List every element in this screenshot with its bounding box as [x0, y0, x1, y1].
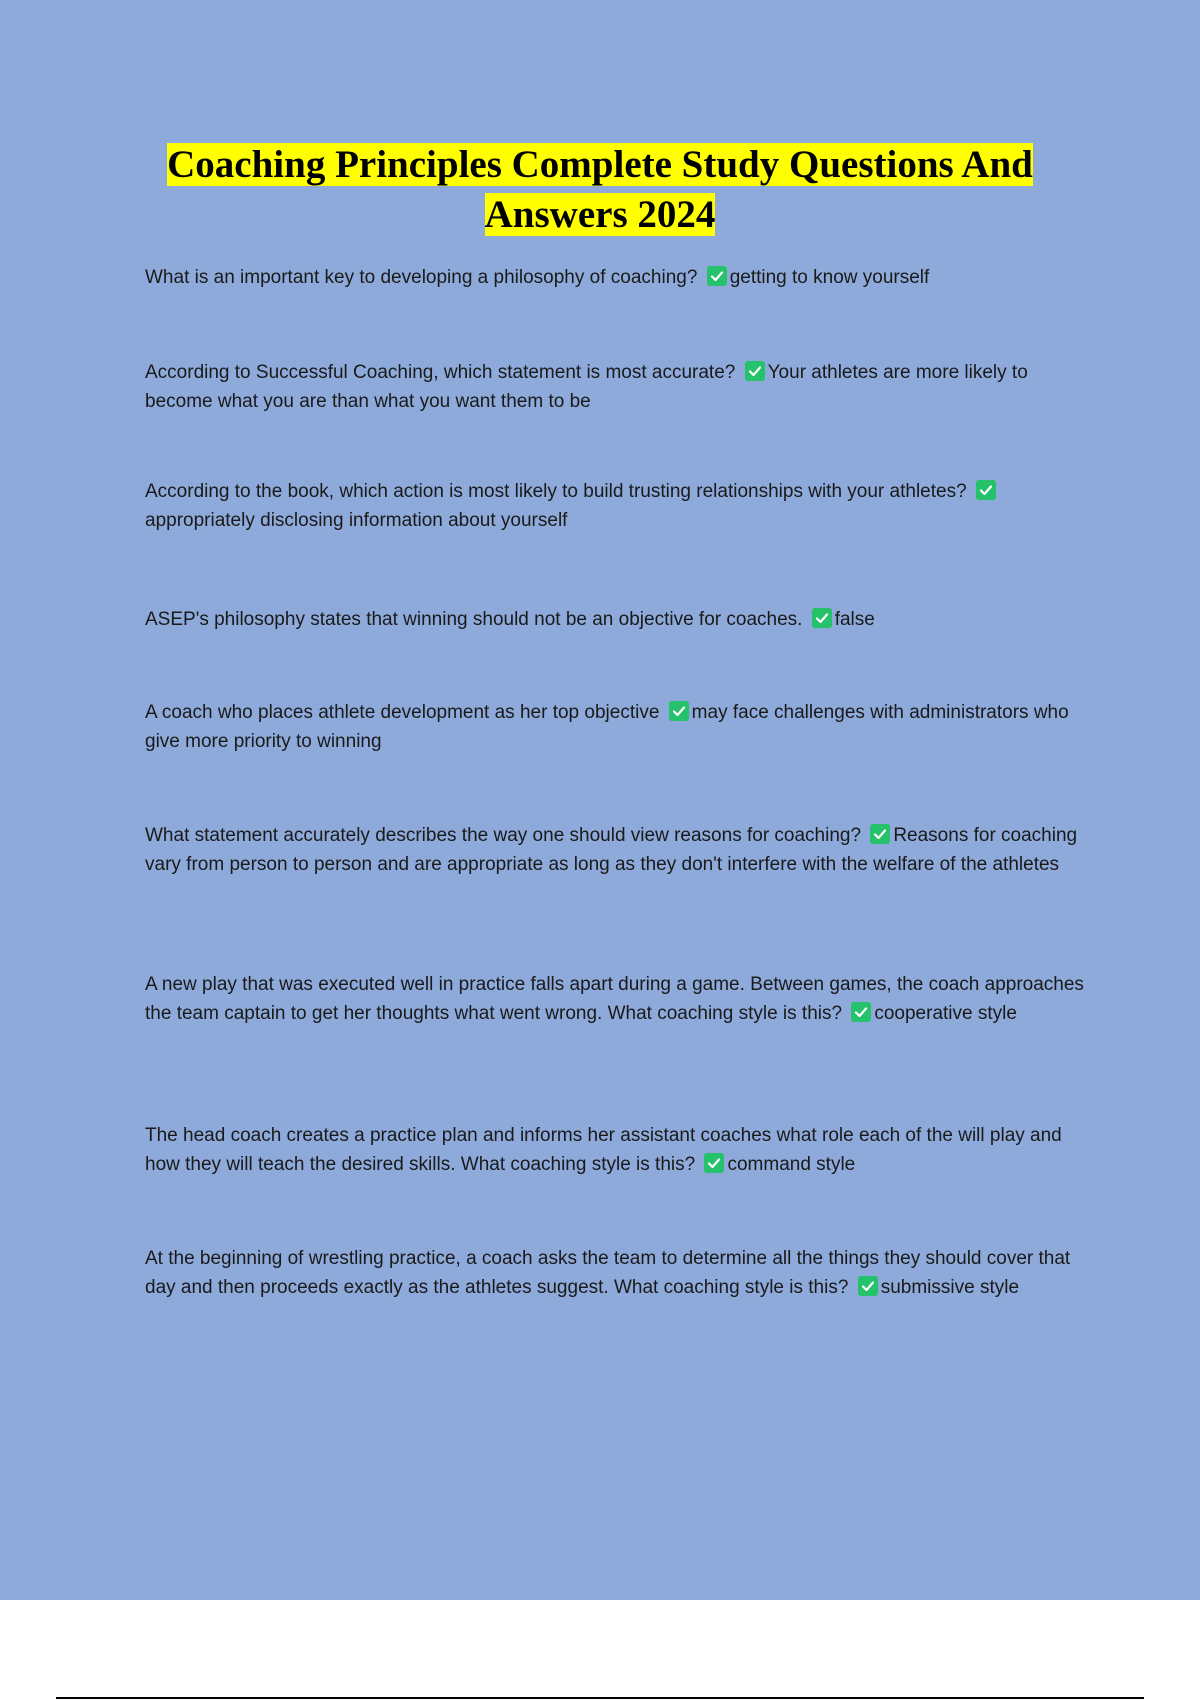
green-checkmark-icon [704, 1153, 724, 1173]
question-text: What statement accurately describes the way one should view reasons for coaching? [145, 825, 862, 846]
qa-item-8 [145, 1121, 1090, 1179]
answer-text: command style [727, 1154, 856, 1175]
title-line-1: Coaching Principles Complete Study Questions And [167, 143, 1033, 186]
answer-text: Your athletes are more likely to become what you are than what you want them to be [145, 362, 1028, 412]
document-title [100, 140, 1100, 240]
question-text: What is an important key to developing a philosophy of coaching? [145, 267, 698, 288]
question-text: A new play that was executed well in practice falls apart during a game. Between games, the coach approaches the team captain to get her thoughts what went wrong. What coaching style is this? [145, 974, 1084, 1024]
qa-item-5 [145, 698, 1090, 756]
qa-item-9 [145, 1244, 1090, 1302]
question-text: The head coach creates a practice plan and informs her assistant coaches what role each of the will play and how they will teach the desired skills. What coaching style is this? [145, 1125, 1062, 1175]
question-text: At the beginning of wrestling practice, a coach asks the team to determine all the things they should cover that day and then proceeds exactly as the athletes suggest. What coaching style is this? [145, 1248, 1071, 1298]
qa-item-1 [145, 263, 1090, 292]
answer-text: appropriately disclosing information about yourself [145, 510, 568, 531]
title-line-2: Answers 2024 [484, 193, 716, 236]
answer-text: submissive style [880, 1277, 1020, 1298]
answer-text: Reasons for coaching vary from person to person and are appropriate as long as they don't interfere with the welfare of the athletes [145, 825, 1078, 875]
green-checkmark-icon [745, 361, 765, 381]
question-text: According to the book, which action is most likely to build trusting relationships with your athletes? [145, 481, 967, 502]
answer-text: false [834, 609, 875, 630]
qa-item-2 [145, 358, 1090, 416]
answer-text: may face challenges with administrators who give more priority to winning [145, 702, 1069, 752]
green-checkmark-icon [669, 701, 689, 721]
answer-text: getting to know yourself [729, 267, 930, 288]
green-checkmark-icon [851, 1002, 871, 1022]
qa-item-6 [145, 821, 1090, 879]
question-text: ASEP's philosophy states that winning should not be an objective for coaches. [145, 609, 803, 630]
question-text: A coach who places athlete development as her top objective [145, 702, 660, 723]
green-checkmark-icon [707, 266, 727, 286]
qa-item-3 [145, 477, 1090, 535]
qa-item-4 [145, 605, 1090, 634]
footer-divider [56, 1697, 1144, 1699]
green-checkmark-icon [812, 608, 832, 628]
green-checkmark-icon [858, 1276, 878, 1296]
qa-item-7 [145, 970, 1090, 1028]
answer-text: cooperative style [874, 1003, 1017, 1024]
green-checkmark-icon [870, 824, 890, 844]
question-text: According to Successful Coaching, which statement is most accurate? [145, 362, 736, 383]
green-checkmark-icon [976, 480, 996, 500]
